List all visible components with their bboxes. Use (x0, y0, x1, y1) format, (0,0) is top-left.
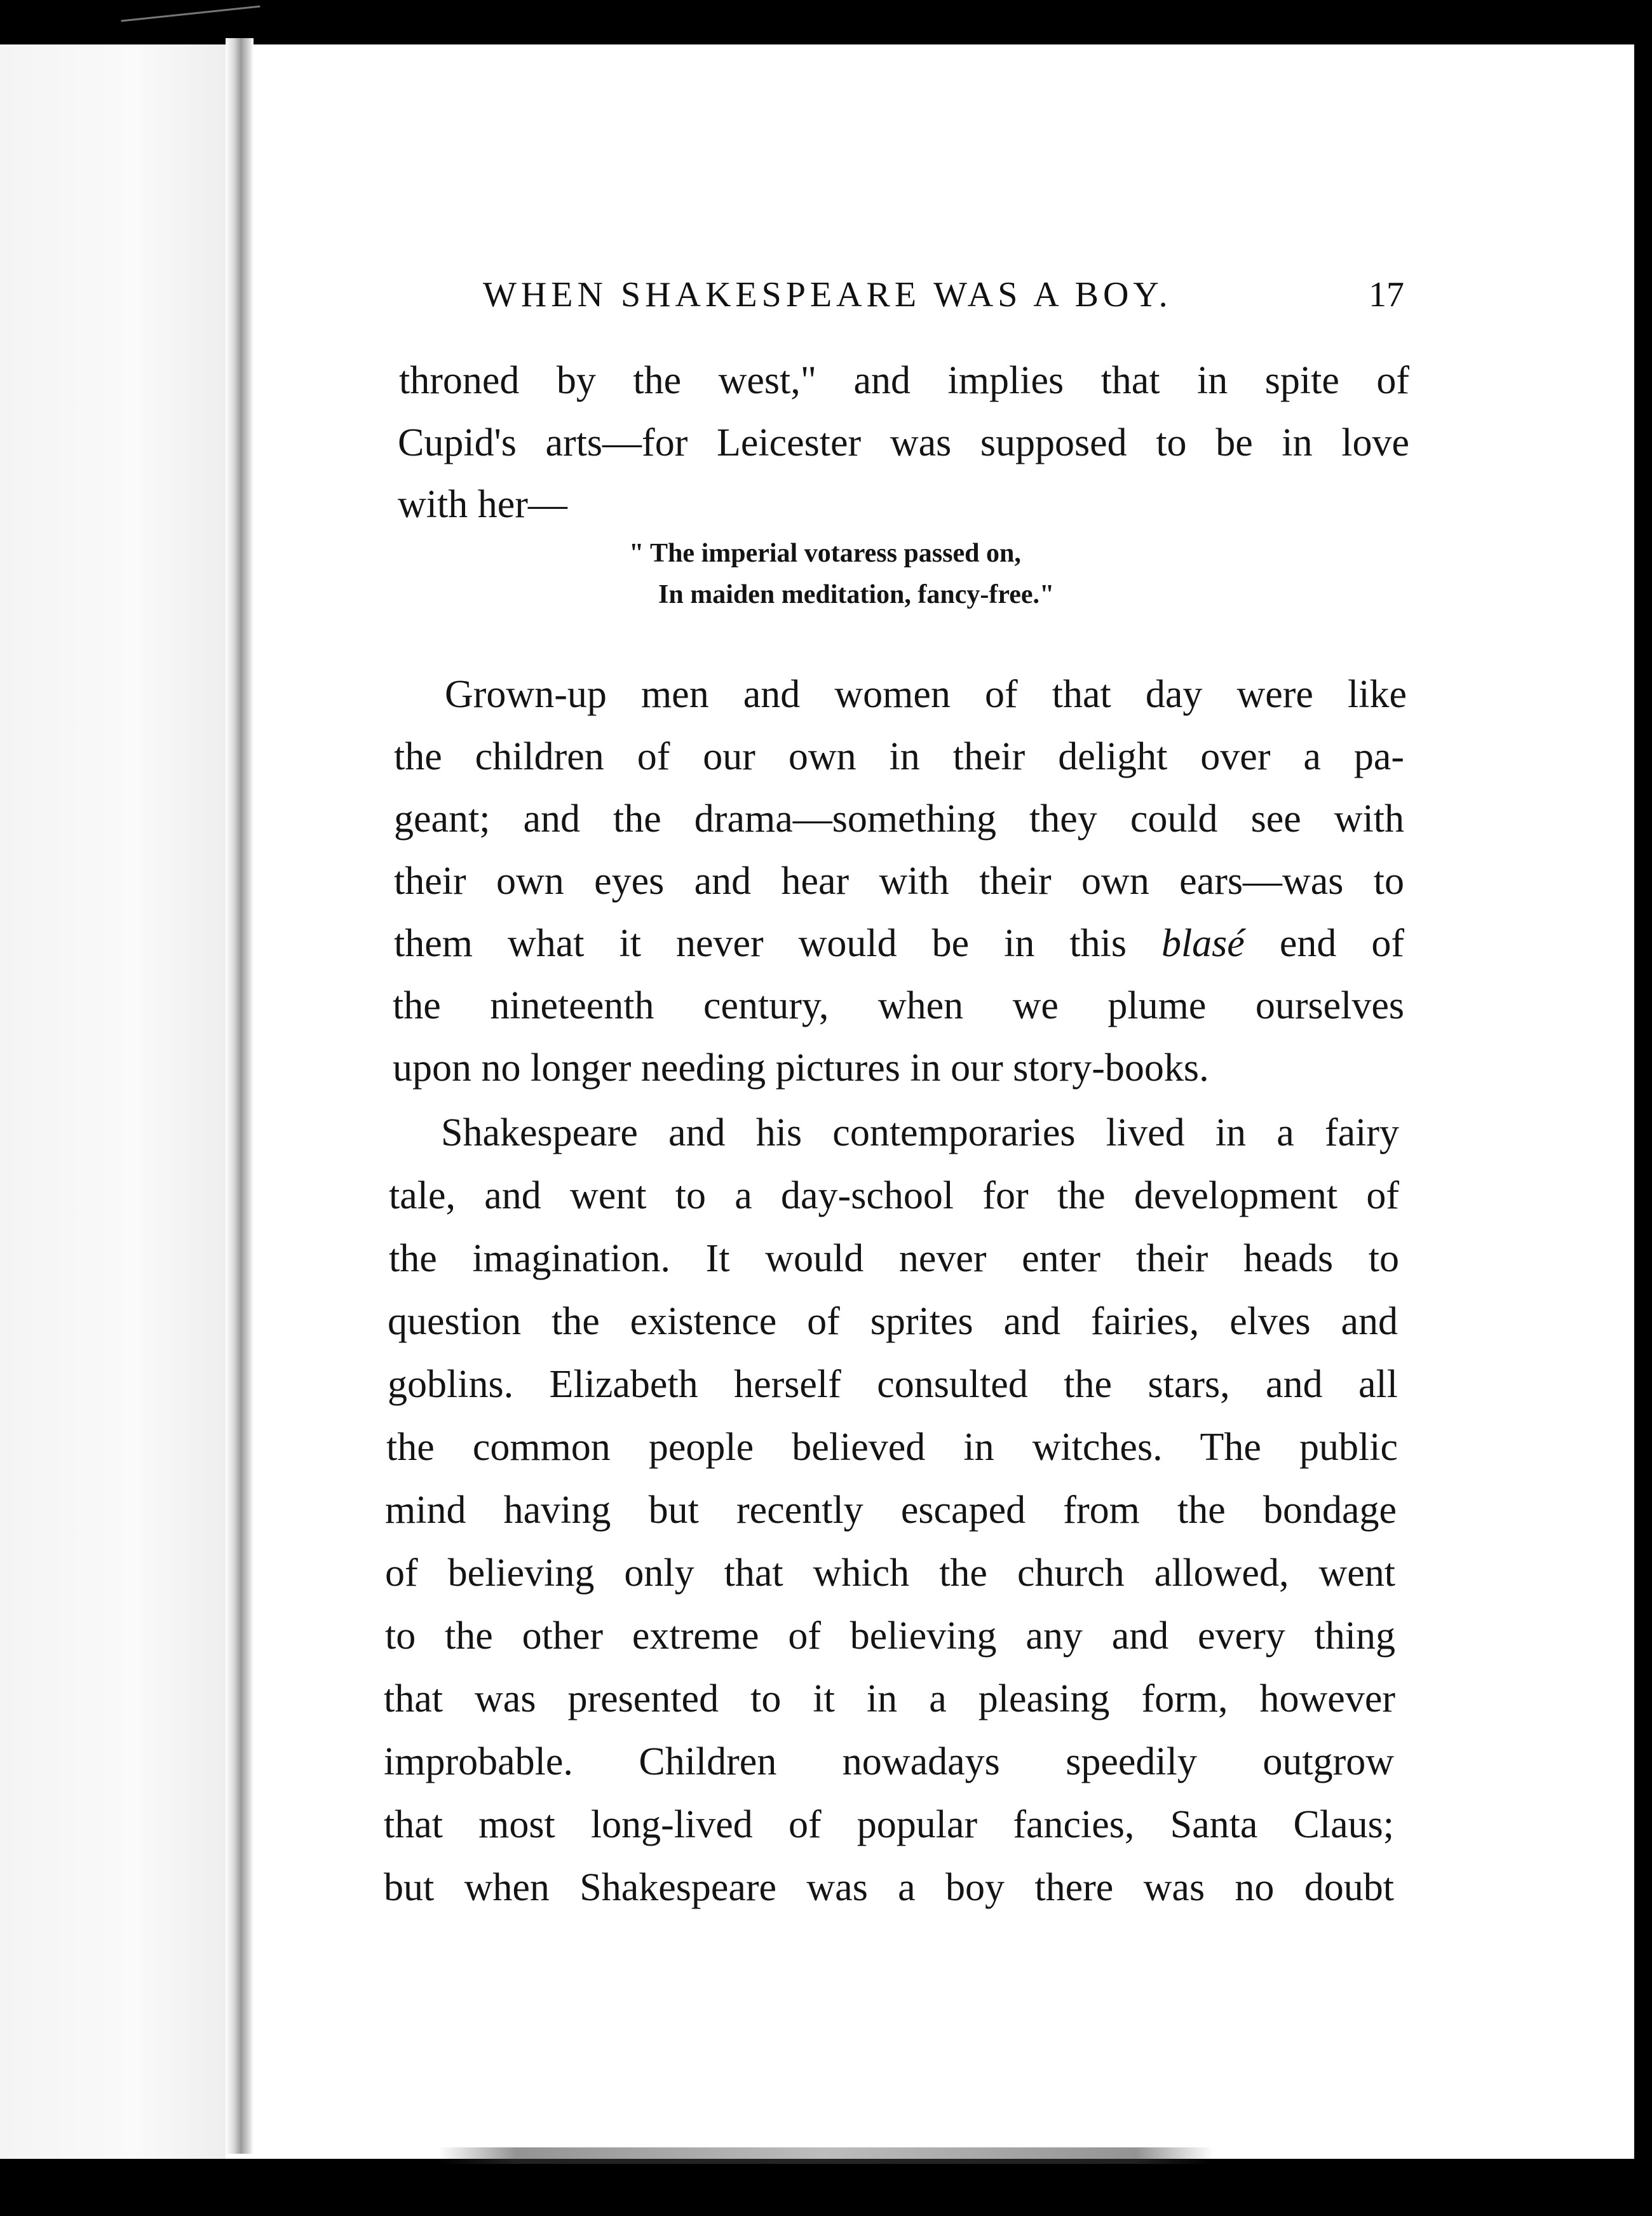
running-title: WHEN SHAKESPEARE WAS A BOY. (483, 275, 1172, 314)
text-line: the common people believed in witches. The public (386, 1426, 1398, 1469)
text-line: mind having but recently escaped from the bondage (385, 1489, 1397, 1532)
binding-gutter (226, 38, 254, 2154)
text-line: geant; and the drama—something they could see with (394, 797, 1404, 841)
quotation-line: " The imperial votaress passed on, (629, 539, 1021, 568)
scan-scratch (121, 6, 260, 22)
text-line: that was presented to it in a pleasing form, however (384, 1677, 1395, 1720)
text-line: tale, and went to a day-school for the development of (389, 1174, 1399, 1217)
text-line: of believing only that which the church allowed, went (385, 1551, 1395, 1595)
scan-border-right (1634, 25, 1652, 2216)
text-line: the children of our own in their delight over a pa- (394, 735, 1404, 778)
text-segment: them what it never would be in this (394, 922, 1161, 965)
page-number: 17 (1369, 275, 1404, 314)
text-segment: end of (1244, 922, 1404, 965)
text-line: Cupid's arts—for Leicester was supposed to be in love (398, 421, 1409, 464)
text-line: that most long-lived of popular fancies, Santa Claus; (384, 1803, 1394, 1846)
text-line: Shakespeare and his contemporaries lived in a fairy (441, 1111, 1399, 1154)
text-line: but when Shakespeare was a boy there was no doubt (384, 1866, 1394, 1909)
text-line: throned by the west," and implies that in spite of (399, 359, 1409, 402)
text-line: question the existence of sprites and fairies, elves and (388, 1300, 1398, 1343)
facing-page-edge (0, 44, 226, 2159)
text-line-with-italic (394, 924, 1404, 963)
text-line: goblins. Elizabeth herself consulted the stars, and all (388, 1363, 1398, 1406)
running-head (483, 274, 1404, 325)
text-line: improbable. Children nowadays speedily outgrow (384, 1740, 1394, 1783)
scan-border-bottom (0, 2159, 1652, 2216)
text-line: their own eyes and hear with their own ears—was to (394, 860, 1404, 903)
text-line: the nineteenth century, when we plume ourselves (393, 984, 1404, 1027)
text-line: Grown-up men and women of that day were like (445, 673, 1407, 716)
scan-smudge (438, 2147, 1214, 2164)
quotation-line: In maiden meditation, fancy-free." (658, 580, 1055, 609)
text-line: to the other extreme of believing any and every thing (385, 1614, 1395, 1658)
text-line: the imagination. It would never enter their heads to (389, 1237, 1399, 1280)
text-line: with her— (398, 483, 567, 526)
italic-word: blasé (1161, 922, 1245, 965)
text-line: upon no longer needing pictures in our story-books. (393, 1046, 1209, 1090)
